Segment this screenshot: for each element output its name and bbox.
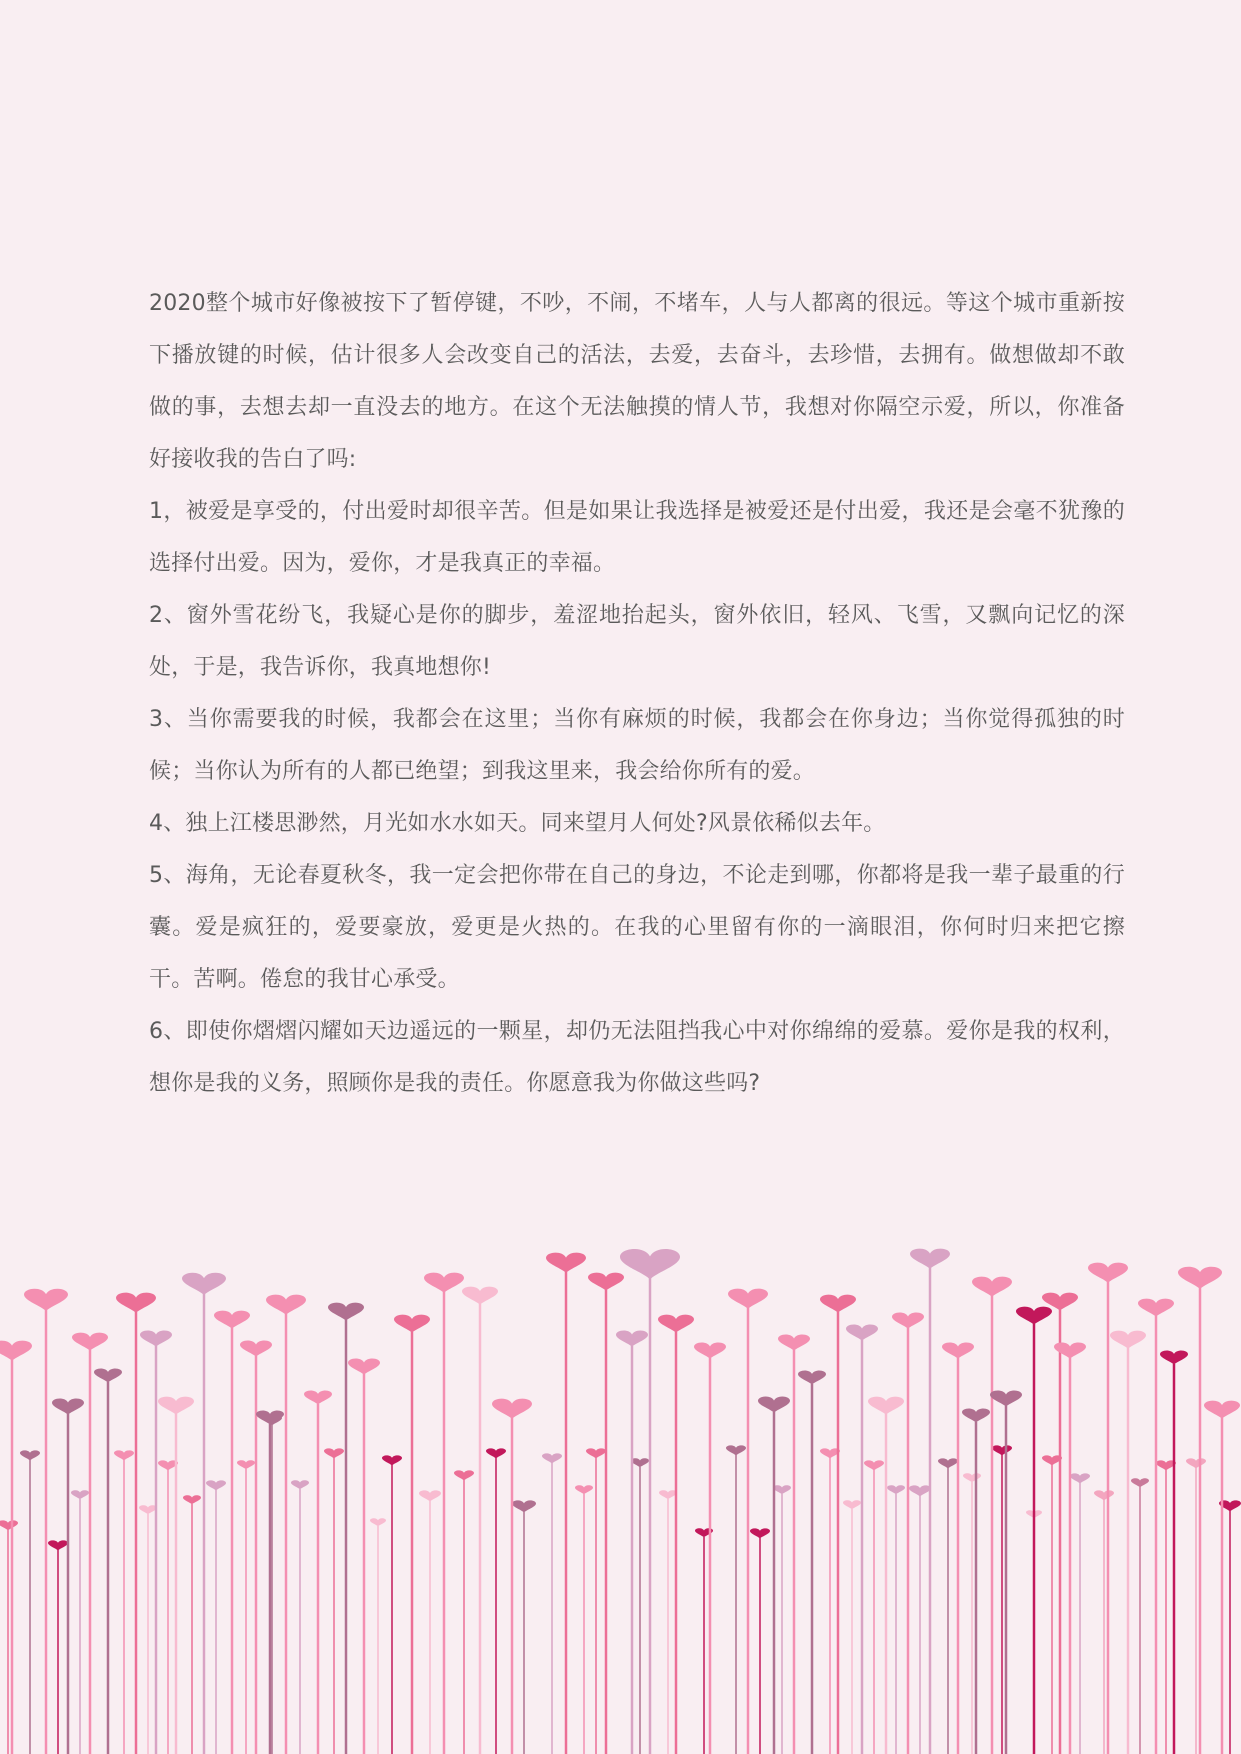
heart-flower-15	[348, 1359, 380, 1754]
heart-icon	[324, 1448, 344, 1458]
heart-icon	[758, 1397, 790, 1413]
heart-icon	[868, 1397, 904, 1415]
heart-flower-10	[240, 1341, 272, 1754]
heart-icon	[1016, 1307, 1052, 1325]
heart-flower-25	[694, 1343, 726, 1754]
heart-flower-9	[214, 1311, 250, 1754]
heart-icon	[864, 1460, 884, 1470]
small-heart-flower-9	[237, 1460, 255, 1754]
heart-icon	[48, 1540, 68, 1550]
heart-icon	[382, 1455, 402, 1465]
small-heart-flower-38	[1070, 1473, 1090, 1754]
heart-flower-27	[758, 1397, 790, 1754]
heart-icon	[909, 1485, 931, 1496]
heart-icon	[620, 1249, 680, 1280]
heart-icon	[616, 1331, 648, 1347]
small-heart-flower-10	[262, 1415, 282, 1754]
small-heart-flower-22	[631, 1458, 649, 1754]
heart-flower-29	[798, 1370, 826, 1754]
heart-icon	[773, 1485, 791, 1494]
heart-icon	[750, 1528, 770, 1538]
heart-flower-7	[158, 1397, 194, 1754]
heart-icon	[72, 1333, 108, 1351]
heart-icon	[542, 1453, 562, 1463]
heart-icon	[52, 1399, 84, 1415]
heart-icon	[512, 1500, 536, 1512]
heart-icon	[291, 1480, 309, 1489]
heart-icon	[139, 1505, 157, 1514]
heart-icon	[328, 1303, 364, 1321]
list-item-3: 3、当你需要我的时候，我都会在这里；当你有麻烦的时候，我都会在你身边；当你觉得孤独的时候；当你认为所有的人都已绝望；到我这里来，我会给你所有的爱。	[149, 707, 1125, 784]
heart-icon	[140, 1331, 172, 1347]
heart-icon	[492, 1399, 532, 1419]
heart-icon	[586, 1448, 606, 1458]
heart-flower-45	[1160, 1350, 1188, 1754]
heart-flower-6	[140, 1331, 172, 1754]
small-heart-flower-13	[370, 1518, 386, 1754]
heart-icon	[892, 1313, 924, 1329]
heart-flower-40	[1042, 1293, 1078, 1754]
heart-flower-34	[910, 1249, 950, 1754]
heart-flower-4	[94, 1368, 122, 1754]
heart-flower-30	[820, 1295, 856, 1754]
heart-icon	[158, 1397, 194, 1415]
heart-icon	[348, 1359, 380, 1375]
heart-flower-2	[52, 1399, 84, 1754]
list-item-1: 1，被爱是享受的，付出爱时却很辛苦。但是如果让我选择是被爱还是付出爱，我还是会毫不犹豫的选择付出爱。因为，爱你，才是我真正的幸福。	[149, 499, 1125, 576]
heart-icon	[1088, 1263, 1128, 1283]
heart-icon	[820, 1295, 856, 1313]
heart-icon	[1131, 1478, 1149, 1487]
heart-icon	[237, 1460, 255, 1469]
heart-flower-22	[616, 1331, 648, 1754]
heart-flower-38	[990, 1391, 1022, 1754]
heart-flower-46	[1178, 1267, 1222, 1754]
heart-icon	[266, 1295, 306, 1315]
small-heart-flower-34	[963, 1473, 981, 1754]
heart-icon	[304, 1390, 332, 1404]
small-heart-flower-39	[1094, 1490, 1114, 1754]
small-heart-flower-1	[20, 1450, 40, 1754]
small-heart-flower-27	[773, 1485, 791, 1754]
heart-flower-31	[846, 1325, 878, 1754]
list-item-4: 4、独上江楼思渺然，月光如水水如天。同来望月人何处?风景依稀似去年。	[149, 811, 886, 836]
heart-icon	[214, 1311, 250, 1329]
small-heart-flower-2	[48, 1540, 68, 1754]
heart-icon	[183, 1495, 201, 1504]
heart-icon	[963, 1473, 981, 1482]
heart-flower-33	[892, 1313, 924, 1754]
heart-icon	[71, 1490, 89, 1499]
small-heart-flower-15	[419, 1490, 441, 1754]
heart-icon	[370, 1518, 386, 1526]
heart-icon	[256, 1410, 284, 1424]
heart-icon	[240, 1341, 272, 1357]
heart-icon	[798, 1370, 826, 1384]
heart-icon	[631, 1458, 649, 1467]
heart-icon	[182, 1273, 226, 1295]
heart-icon	[728, 1289, 768, 1309]
heart-icon	[887, 1485, 905, 1494]
small-heart-flower-14	[382, 1455, 402, 1754]
heart-flower-18	[462, 1287, 498, 1754]
small-heart-flower-11	[291, 1480, 309, 1754]
heart-icon	[486, 1448, 506, 1458]
heart-icon	[972, 1277, 1012, 1297]
heart-flower-47	[1204, 1401, 1240, 1754]
heart-icon	[454, 1470, 474, 1480]
small-heart-flower-35	[992, 1445, 1012, 1754]
heart-flower-36	[962, 1408, 990, 1754]
heart-flower-24	[658, 1315, 694, 1754]
heart-icon	[938, 1458, 958, 1468]
small-heart-flower-21	[586, 1448, 606, 1754]
heart-icon	[424, 1273, 464, 1293]
heart-icon	[462, 1287, 498, 1305]
small-heart-flower-18	[512, 1500, 536, 1754]
intro-paragraph: 2020整个城市好像被按下了暂停键，不吵，不闹，不堵车，人与人都离的很远。等这个城市重新按下播放键的时候，估计很多人会改变自己的活法，去爱，去奋斗，去珍惜，去拥有。做想做却不敢做的事，去想去却一直没去的地方。在这个无法触摸的情人节，我想对你隔空示爱，所以，你准备好接收我的告白了吗:	[149, 291, 1125, 472]
heart-icon	[20, 1450, 40, 1460]
small-heart-flower-33	[938, 1458, 958, 1754]
heart-flower-8	[182, 1273, 226, 1754]
heart-icon	[24, 1289, 68, 1311]
heart-icon	[1204, 1401, 1240, 1419]
heart-icon	[1070, 1473, 1090, 1483]
heart-icon	[1178, 1267, 1222, 1289]
heart-flower-35	[942, 1343, 974, 1754]
heart-icon	[1160, 1350, 1188, 1364]
heart-flower-garden-illustration	[0, 1240, 1241, 1754]
heart-flower-0	[0, 1341, 32, 1754]
heart-flower-5	[116, 1293, 156, 1754]
heart-icon	[546, 1253, 586, 1273]
heart-icon	[992, 1445, 1012, 1455]
small-heart-flower-29	[843, 1500, 861, 1754]
small-heart-flower-26	[750, 1528, 770, 1754]
heart-icon	[990, 1391, 1022, 1407]
small-heart-flower-0	[0, 1520, 18, 1754]
heart-flower-26	[728, 1289, 768, 1754]
heart-icon	[1094, 1490, 1114, 1500]
heart-icon	[206, 1480, 226, 1490]
heart-icon	[419, 1490, 441, 1501]
heart-flower-11	[256, 1410, 284, 1754]
small-heart-flower-5	[139, 1505, 157, 1754]
heart-icon	[694, 1343, 726, 1359]
heart-flower-44	[1138, 1299, 1174, 1754]
small-heart-flower-40	[1131, 1478, 1149, 1754]
heart-icon	[114, 1450, 134, 1460]
small-heart-flower-3	[71, 1490, 89, 1754]
small-heart-flower-31	[887, 1485, 905, 1754]
heart-icon	[942, 1343, 974, 1359]
heart-icon	[0, 1341, 32, 1361]
heart-icon	[94, 1368, 122, 1382]
list-item-6: 6、即使你熠熠闪耀如天边遥远的一颗星，却仍无法阻挡我心中对你绵绵的爱慕。爱你是我的权利，想你是我的义务，照顾你是我的责任。你愿意我为你做这些吗?	[149, 1019, 1125, 1096]
small-heart-flower-7	[183, 1495, 201, 1754]
small-heart-flower-42	[1186, 1458, 1206, 1754]
heart-icon	[1138, 1299, 1174, 1317]
heart-icon	[658, 1315, 694, 1333]
heart-icon	[588, 1273, 624, 1291]
small-heart-flower-4	[114, 1450, 134, 1754]
list-item-2: 2、窗外雪花纷飞，我疑心是你的脚步，羞涩地抬起头，窗外依旧，轻风、飞雪，又飘向记忆的深处，于是，我告诉你，我真地想你!	[149, 603, 1125, 680]
small-heart-flower-32	[909, 1485, 931, 1754]
heart-icon	[962, 1408, 990, 1422]
small-heart-flower-19	[542, 1453, 562, 1754]
small-heart-flower-30	[864, 1460, 884, 1754]
small-heart-flower-23	[659, 1490, 677, 1754]
heart-flower-39	[1016, 1307, 1052, 1754]
heart-icon	[726, 1445, 746, 1455]
small-heart-flower-8	[206, 1480, 226, 1754]
small-heart-flower-25	[726, 1445, 746, 1754]
heart-flower-3	[72, 1333, 108, 1754]
heart-icon	[778, 1335, 810, 1351]
heart-icon	[843, 1500, 861, 1509]
heart-icon	[1110, 1331, 1146, 1349]
heart-icon	[116, 1293, 156, 1313]
heart-icon	[910, 1249, 950, 1269]
heart-icon	[394, 1315, 430, 1333]
small-heart-flower-20	[575, 1485, 593, 1754]
small-heart-flower-16	[454, 1470, 474, 1754]
heart-icon	[659, 1490, 677, 1499]
heart-icon	[1186, 1458, 1206, 1468]
heart-icon	[846, 1325, 878, 1341]
heart-flower-21	[588, 1273, 624, 1754]
heart-flower-13	[304, 1390, 332, 1754]
heart-flower-16	[394, 1315, 430, 1754]
list-item-5: 5、海角，无论春夏秋冬，我一定会把你带在自己的身边，不论走到哪，你都将是我一辈子最重的行囊。爱是疯狂的，爱要豪放，爱更是火热的。在我的心里留有你的一滴眼泪，你何时归来把它擦干。苦啊。倦怠的我甘心承受。	[149, 863, 1125, 992]
small-heart-flower-12	[324, 1448, 344, 1754]
heart-icon	[0, 1520, 18, 1530]
heart-icon	[575, 1485, 593, 1494]
love-letter-text	[149, 278, 1125, 1110]
small-heart-flower-17	[486, 1448, 506, 1754]
